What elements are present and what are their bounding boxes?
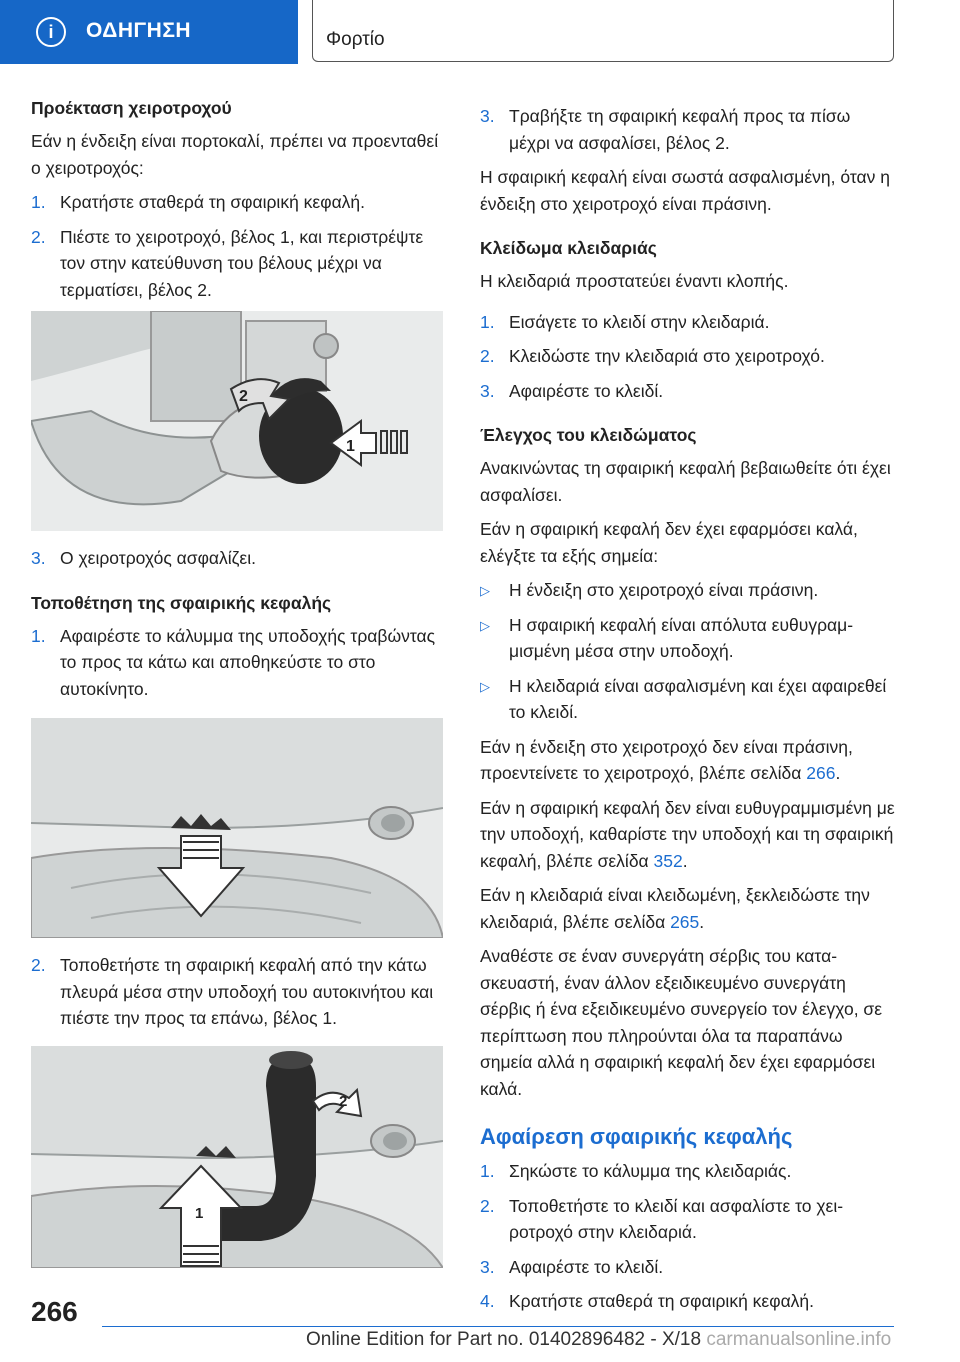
heading-check: Έλεγχος του κλειδώματος bbox=[480, 425, 697, 445]
figure-arrow-label: 2 bbox=[339, 1092, 348, 1110]
page-link-352[interactable]: 352 bbox=[653, 850, 683, 871]
list-item: 1. Αφαιρέστε το κάλυμμα της υποδοχής τραβώντας το προς τα κάτω και αποθηκεύστε το στο αυτοκίνητο. bbox=[31, 625, 436, 699]
header-tab[interactable] bbox=[0, 0, 298, 64]
list-item: 2. Πιέστε το χειροτροχό, βέλος 1, και περιστρέψτε τον στην κατεύθυνση του βέλους μέχρι να τερματίσει, βέλος 2. bbox=[31, 226, 424, 300]
para-check-2: Εάν η σφαιρική κεφαλή δεν έχει εφαρμόσει καλά, ελέγξτε τα εξής σημεία: bbox=[480, 519, 858, 566]
para-locked: Η σφαιρική κεφαλή είναι σωστά ασφαλισμένη, όταν η ένδειξη στο χειροτροχό είναι πράσινη. bbox=[480, 167, 890, 214]
figure-hand-wheel bbox=[31, 311, 443, 531]
page-number: 266 bbox=[31, 1296, 78, 1327]
list-item: 3. Αφαιρέστε το κλειδί. bbox=[480, 1256, 664, 1277]
list-item: 3. Αφαιρέστε το κλειδί. bbox=[480, 380, 664, 401]
watermark: carmanualsonline.info bbox=[706, 1329, 892, 1350]
figure-arrow-label: 1 bbox=[195, 1204, 204, 1222]
section-title: Φορτίο bbox=[326, 29, 385, 50]
figure-arrow-label: 1 bbox=[346, 438, 355, 455]
figure-ball-head-insert bbox=[31, 1046, 443, 1268]
header-frame bbox=[312, 0, 894, 62]
list-item: 4. Κρατήστε σταθερά τη σφαιρική κεφαλή. bbox=[480, 1291, 815, 1311]
list-item: ▷ Η ένδειξη στο χειροτροχό είναι πράσινη. bbox=[480, 577, 895, 604]
edition-line: Online Edition for Part no. 01402896482 - X/18 carmanualsonline.info bbox=[306, 1329, 892, 1350]
list-item: 2. Τοποθετήστε τη σφαιρική κεφαλή από την κάτω πλευρά μέσα στην υποδοχή του αυτοκινήτου και πιέστε την προς τα επάνω, βέλος 1. bbox=[31, 955, 434, 1028]
list-item: 1. Εισάγετε το κλειδί στην κλειδαριά. bbox=[480, 311, 770, 332]
para-lock: Η κλειδαριά προστατεύει έναντι κλοπής. bbox=[480, 271, 789, 291]
triangle-bullet-icon: ▷ bbox=[480, 583, 490, 598]
list-item: 1. Σηκώστε το κάλυμμα της κλειδαριάς. bbox=[480, 1161, 792, 1181]
page-link-265[interactable]: 265 bbox=[670, 911, 700, 932]
para-service: Αναθέστε σε έναν συνεργάτη σέρβις του κατασκευαστή, έναν άλλον εξειδικευμένο συνεργάτη σέρβις ή ένα εξειδικευμένο συνεργείο τον έλεγχο, σε περίπτωση που πληρούνται όλα τα παραπάνω σημεία αλλά η σφαιρική κεφαλή δεν έχει εφαρμόσει καλά. bbox=[480, 946, 883, 1099]
footer-divider bbox=[102, 1326, 894, 1327]
triangle-bullet-icon: ▷ bbox=[480, 617, 490, 633]
list-item: 3. Ο χειροτροχός ασφαλίζει. bbox=[31, 548, 256, 568]
list-item: 3. Τραβήξτε τη σφαιρική κεφαλή προς τα πίσω μέχρι να ασφαλίσει, βέλος 2. bbox=[480, 106, 851, 153]
figure-arrow-label: 2 bbox=[239, 388, 248, 405]
list-item: ▷ Η σφαιρική κεφαλή είναι απόλυτα ευθυγραμμισμένη μέσα στην υποδοχή. bbox=[480, 614, 854, 661]
right-column bbox=[480, 103, 895, 1323]
heading-remove: Αφαίρεση σφαιρικής κεφαλής bbox=[480, 1124, 793, 1149]
para-check-1: Ανακινώντας τη σφαιρική κεφαλή βεβαιωθείτε ότι έχει ασφαλίσει. bbox=[480, 458, 891, 505]
heading-extend: Προέκταση χειροτροχού bbox=[31, 98, 232, 118]
para-ref-3: Εάν η κλειδαριά είναι κλειδωμένη, ξεκλειδώστε την κλειδαριά, βλέπε σελίδα 265. bbox=[480, 885, 870, 932]
list-item: ▷ Η κλειδαριά είναι ασφαλισμένη και έχει αφαιρεθεί το κλειδί. bbox=[480, 675, 887, 722]
header-tab-label: ΟΔΗΓΗΣΗ bbox=[86, 19, 192, 42]
para-extend: Εάν η ένδειξη είναι πορτοκαλί, πρέπει να προενταθεί ο χειροτροχός: bbox=[31, 131, 439, 178]
list-item: 2. Τοποθετήστε το κλειδί και ασφαλίστε το χειροτροχό στην κλειδαριά. bbox=[480, 1195, 844, 1242]
list-item: 2. Κλειδώστε την κλειδαριά στο χειροτροχό. bbox=[480, 346, 825, 366]
left-column bbox=[31, 95, 443, 1282]
heading-lock: Κλείδωμα κλειδαριάς bbox=[480, 238, 657, 258]
triangle-bullet-icon: ▷ bbox=[480, 678, 490, 694]
para-ref-2: Εάν η σφαιρική κεφαλή δεν είναι ευθυγραμμισμένη με την υποδοχή, καθαρίστε την υποδοχή και τη σφαιρική κεφαλή, βλέπε σελίδα 352. bbox=[480, 797, 895, 871]
info-icon: i bbox=[36, 17, 66, 47]
figure-socket-cover bbox=[31, 718, 443, 938]
list-item: 1. Κρατήστε σταθερά τη σφαιρική κεφαλή. bbox=[31, 192, 366, 212]
para-ref-1: Εάν η ένδειξη στο χειροτροχό δεν είναι πράσινη, προεντείνετε το χειροτροχό, βλέπε σελίδα 266. bbox=[480, 736, 853, 783]
page-link-266[interactable]: 266 bbox=[806, 763, 836, 783]
heading-install: Τοποθέτηση της σφαιρικής κεφαλής bbox=[31, 592, 332, 613]
